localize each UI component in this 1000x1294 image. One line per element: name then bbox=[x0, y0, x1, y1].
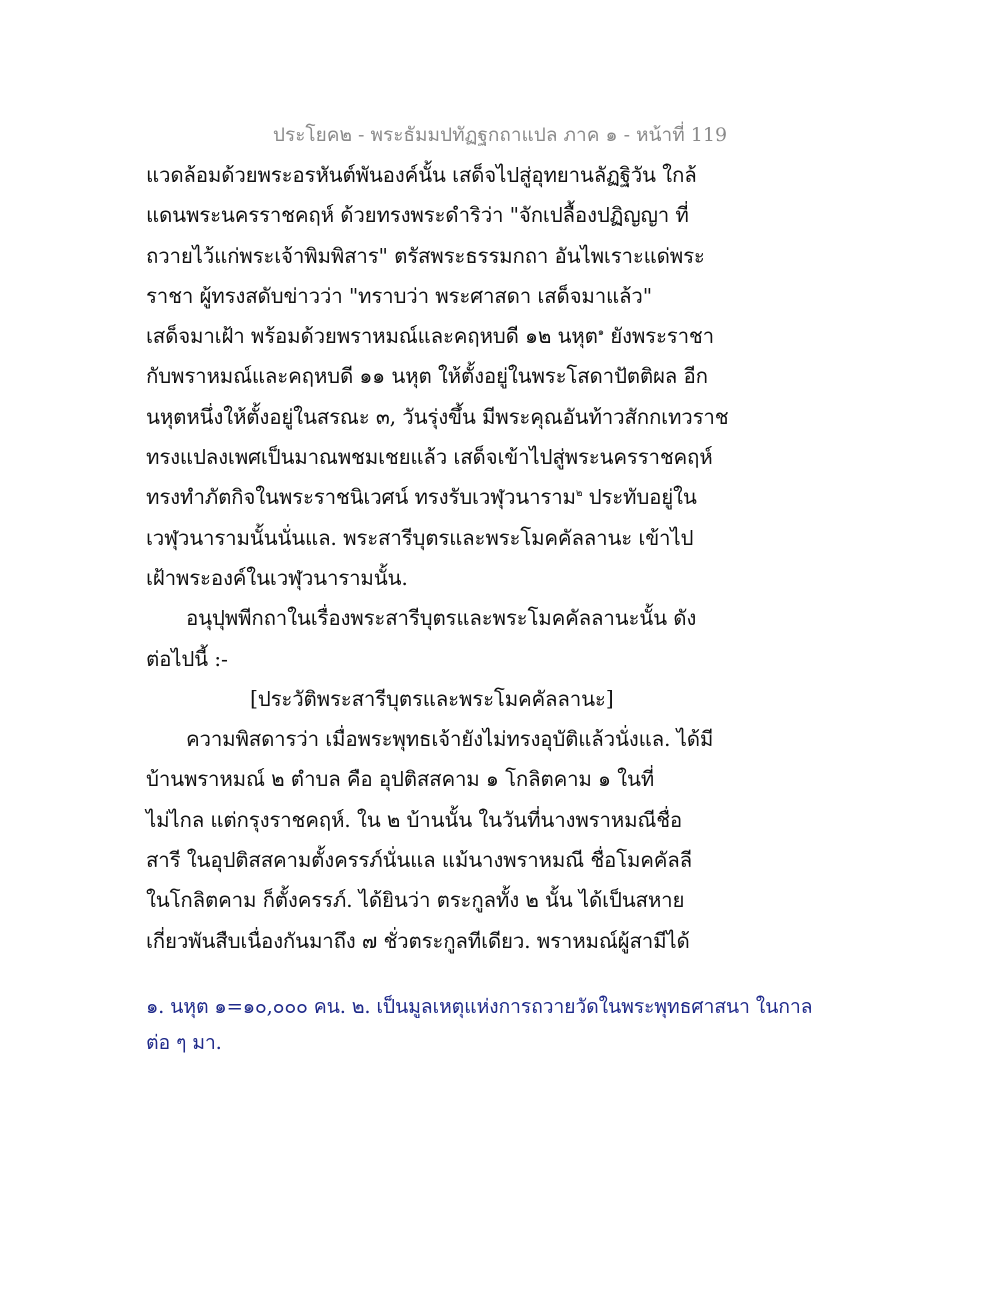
paragraph-first-line: อนุปุพพีกถาในเรื่องพระสารีบุตรและพระโมคคัลลานะนั้น ดัง bbox=[186, 606, 697, 631]
text-line: นหุตหนึ่งให้ตั้งอยู่ในสรณะ ๓, วันรุ่งขึ้น มีพระคุณอันท้าวสักกเทวราช bbox=[146, 404, 729, 429]
text-segment: ยังพระราชา bbox=[603, 324, 714, 349]
text-segment: เสด็จมาเฝ้า พร้อมด้วยพราหมณ์และคฤหบดี ๑๒ นหุต bbox=[146, 324, 598, 349]
text-segment: ประทับอยู่ใน bbox=[582, 485, 697, 510]
text-line: ในโกลิตคาม ก็ตั้งครรภ์. ได้ยินว่า ตระกูลทั้ง ๒ นั้น ได้เป็นสหาย bbox=[146, 888, 685, 913]
text-line: กับพราหมณ์และคฤหบดี ๑๑ นหุต ให้ตั้งอยู่ในพระโสดาปัตติผล อีก bbox=[146, 364, 708, 389]
text-line: ต่อไปนี้ :- bbox=[146, 646, 228, 671]
paragraph-first-line: ความพิสดารว่า เมื่อพระพุทธเจ้ายังไม่ทรงอุบัติแล้วนั่งแล. ได้มี bbox=[186, 727, 714, 752]
text-line: บ้านพราหมณ์ ๒ ตำบล คือ อุปติสสคาม ๑ โกลิตคาม ๑ ในที่ bbox=[146, 767, 655, 792]
text-line: ทรงแปลงเพศเป็นมาณพชมเชยแล้ว เสด็จเข้าไปสู่พระนครราชคฤห์ bbox=[146, 445, 713, 470]
text-line: เวฬุวนารามนั้นนั่นแล. พระสารีบุตรและพระโมคคัลลานะ เข้าไป bbox=[146, 525, 694, 550]
running-header: ประโยค๒ - พระธัมมปทัฏฐกถาแปล ภาค ๑ - หน้าที่ 119 bbox=[272, 124, 728, 146]
text-line-with-footnote bbox=[146, 319, 766, 359]
body-text bbox=[146, 158, 766, 964]
section-heading: [ประวัติพระสารีบุตรและพระโมคคัลลานะ] bbox=[250, 686, 614, 711]
text-line-with-footnote bbox=[146, 480, 766, 520]
footnote-marker: ๑ bbox=[597, 327, 604, 339]
footnote-marker: ๒ bbox=[575, 488, 583, 500]
footnote-line: ต่อ ๆ มา. bbox=[146, 1031, 222, 1054]
text-line: เฝ้าพระองค์ในเวฬุวนารามนั้น. bbox=[146, 565, 408, 590]
text-line: เกี่ยวพันสืบเนื่องกันมาถึง ๗ ชั่วตระกูลทีเดียว. พราหมณ์ผู้สามีได้ bbox=[146, 928, 690, 953]
text-line: ถวายไว้แก่พระเจ้าพิมพิสาร" ตรัสพระธรรมกถา อันไพเราะแด่พระ bbox=[146, 243, 705, 268]
footnote-line: ๑. นหุต ๑=๑๐,๐๐๐ คน. ๒. เป็นมูลเหตุแห่งการถวายวัดในพระพุทธศาสนา ในกาล bbox=[146, 995, 813, 1018]
text-line: แดนพระนครราชคฤห์ ด้วยทรงพระดำริว่า "จักเปลื้องปฏิญญา ที่ bbox=[146, 203, 689, 228]
text-line: สารี ในอุปติสสคามตั้งครรภ์นั่นแล แม้นางพราหมณี ชื่อโมคคัลลี bbox=[146, 848, 693, 873]
text-line: ราชา ผู้ทรงสดับข่าวว่า "ทราบว่า พระศาสดา เสด็จมาแล้ว" bbox=[146, 283, 652, 308]
text-line: แวดล้อมด้วยพระอรหันต์พันองค์นั้น เสด็จไปสู่อุทยานลัฏฐิวัน ใกล้ bbox=[146, 163, 697, 187]
text-line: ไม่ไกล แต่กรุงราชคฤห์. ใน ๒ บ้านนั้น ในวันที่นางพราหมณีชื่อ bbox=[146, 807, 683, 832]
footnotes bbox=[146, 990, 813, 1062]
text-segment: ทรงทำภัตกิจในพระราชนิเวศน์ ทรงรับเวฬุวนาราม bbox=[146, 485, 576, 510]
